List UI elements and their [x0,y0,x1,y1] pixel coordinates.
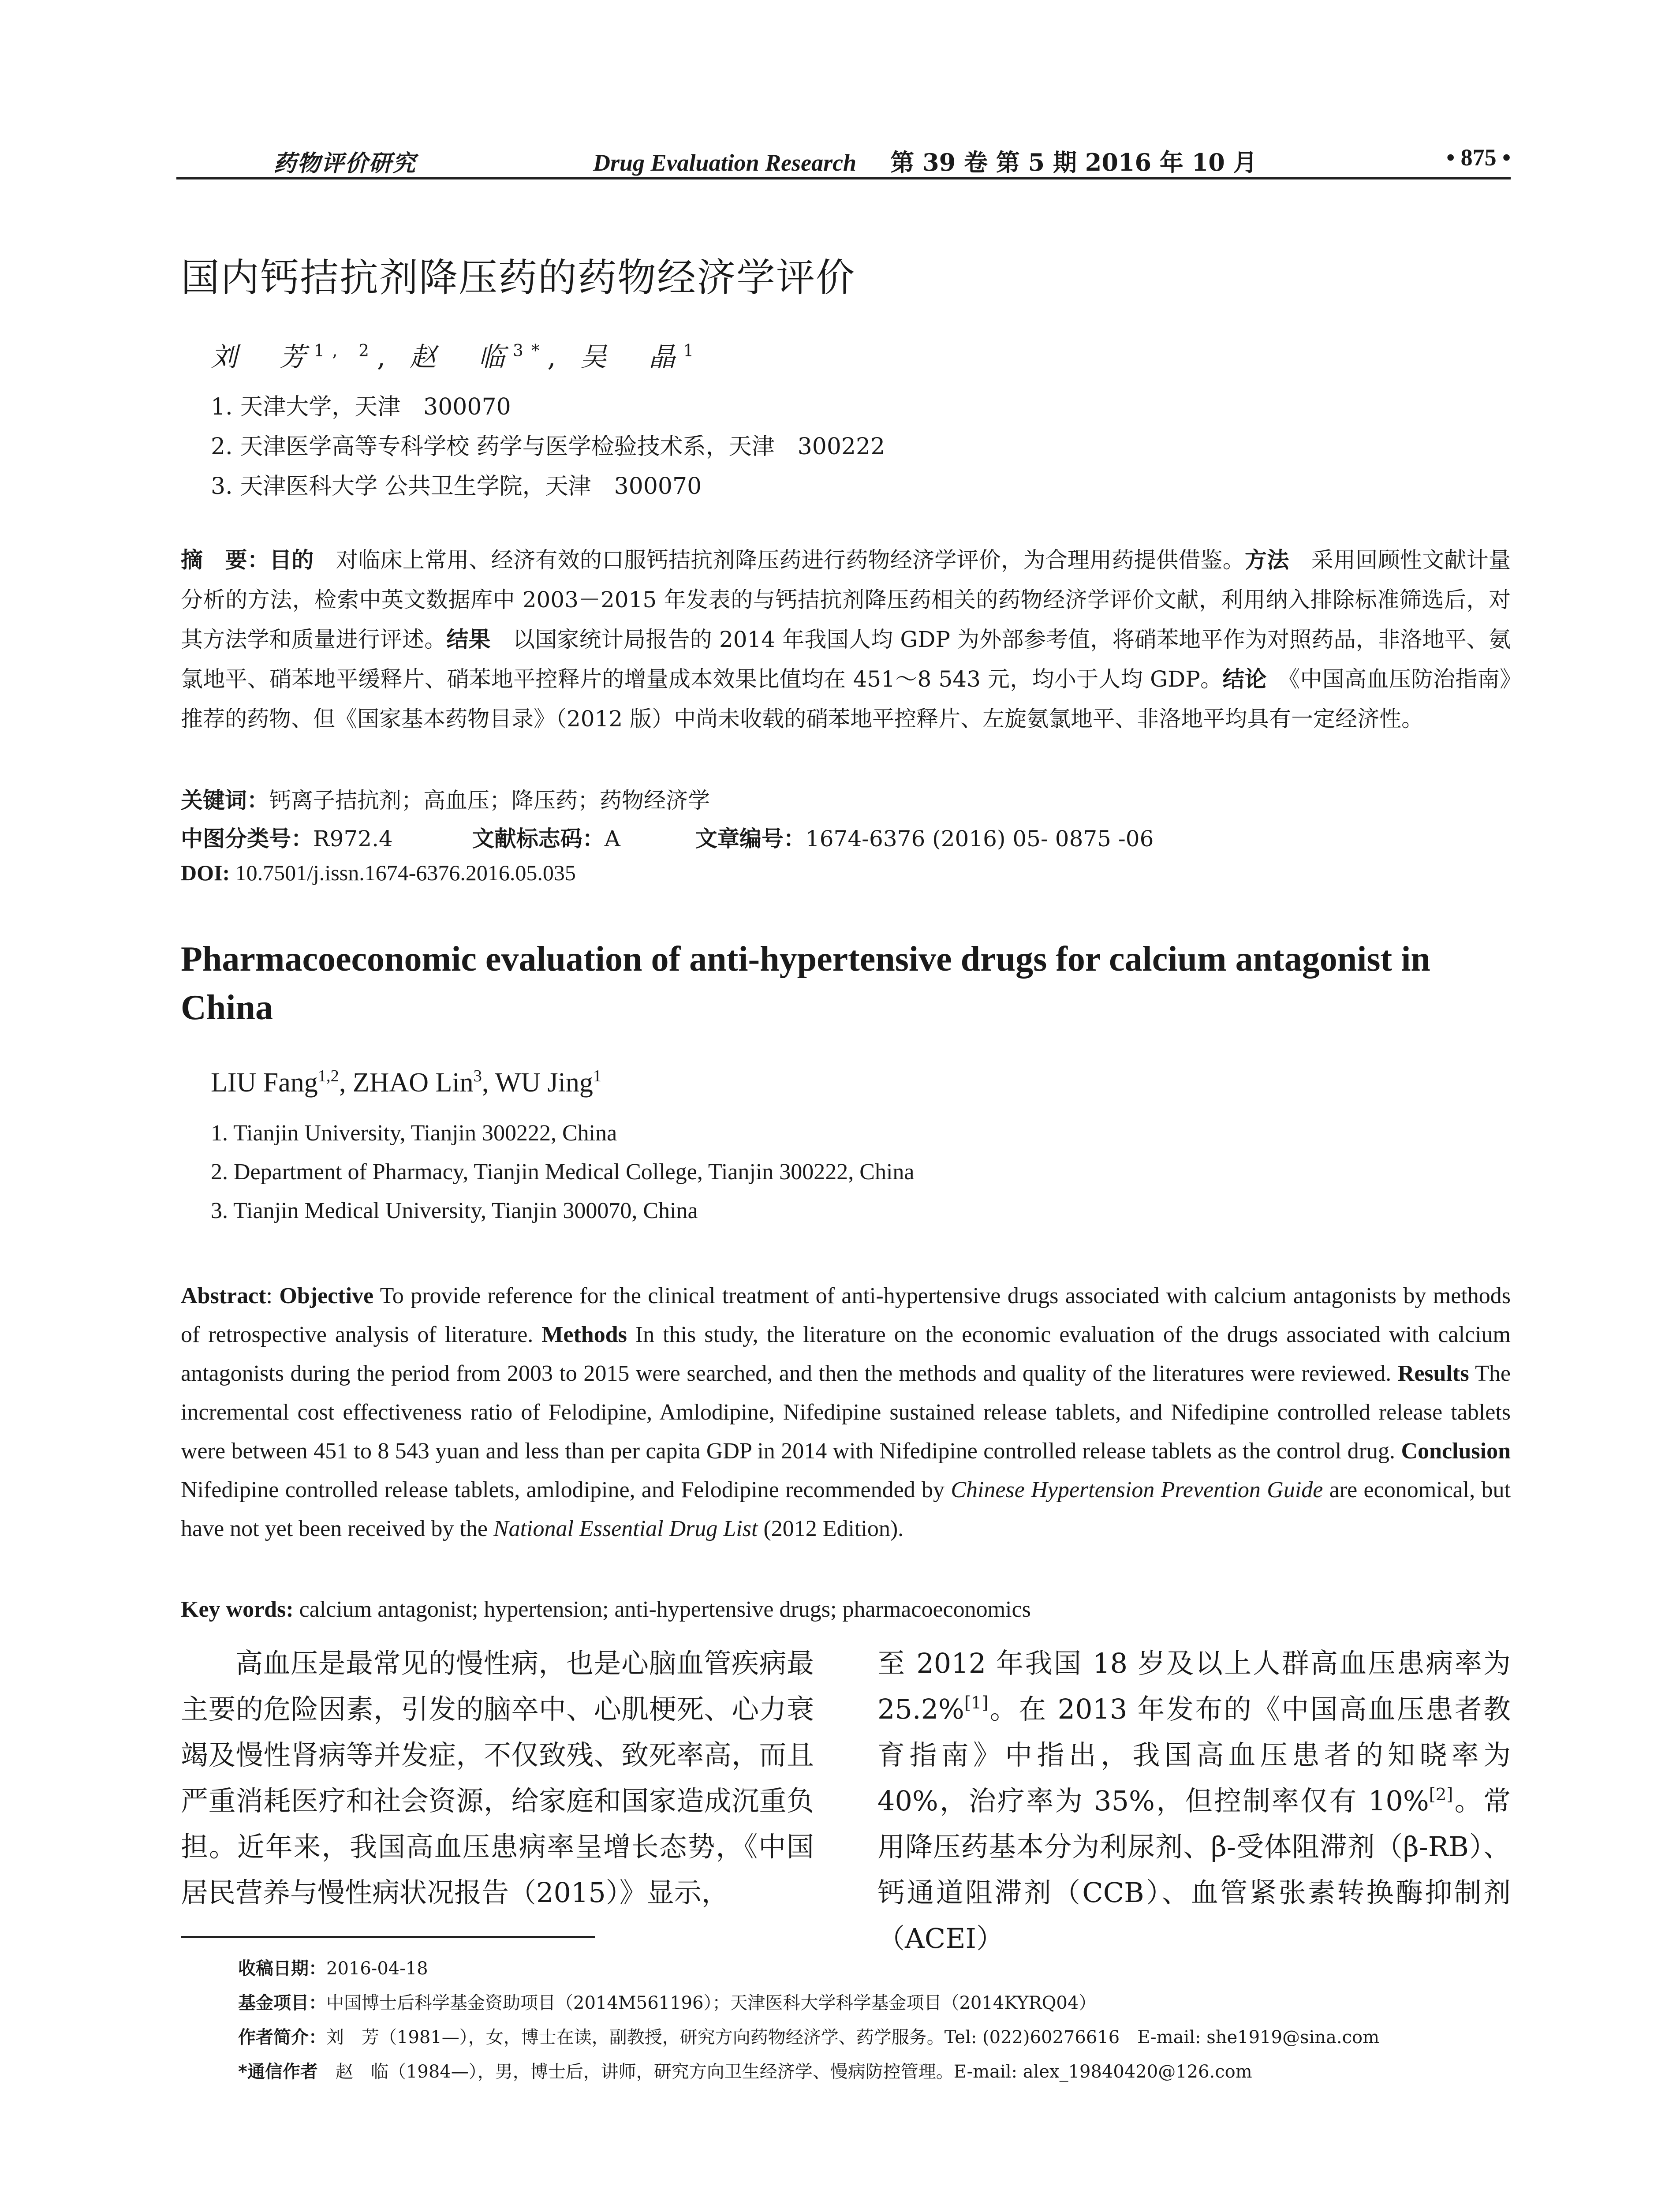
issue-info: 第 39 卷 第 5 期 2016 年 10 月 [890,148,1257,176]
en-title: Pharmacoeconomic evaluation of anti-hypertensive drugs for calcium antagonist in China [181,940,1430,1027]
cn-affiliation-1: 1. 天津大学，天津 300070 [211,394,511,420]
journal-line [593,144,1257,178]
cn-authors: 刘 芳$^{1, 2}$, 赵 临$^{3*}$, 吴 晶$^1$ [211,340,702,373]
en-authors: LIU Fang$^{1,2}$, ZHAO Lin$^3$, WU Jing$^1$ [211,1066,602,1098]
en-keywords: Key words: calcium antagonist; hypertension; anti-hypertensive drugs; pharmacoeconomics [181,1597,1031,1622]
page-number: • 875 • [1446,144,1511,171]
journal-logo: 药物评价研究 [273,150,417,177]
cn-classification: 中图分类号：R972.4 文献标志码：A 文章编号：1674-6376 (2016) 05- 0875 -06 [181,826,1154,852]
footnote-author: 作者简介：刘 芳（1981—），女，博士在读，副教授，研究方向药物经济学、药学服务。Tel: (022)60276616 E-mail: she1919@sina.com [238,2027,1380,2048]
cn-abstract: 摘 要：目的 对临床上常用、经济有效的口服钙拮抗剂降压药进行药物经济学评价，为合理用药提供借鉴。方法 采用回顾性文献计量分析的方法，检索中英文数据库中 2003－2015 年发表的与钙拮抗剂降压药相关的药物经济学评价文献，利用纳入排除标准筛选后，对其方法学和质量进行评述。结果 以国家统计局报告的 2014 年我国人均 GDP 为外部参考值，将硝苯地平作为对照药品，非洛地平、氨氯地平、硝苯地平缓释片、硝苯地平控释片的增量成本效果比值均在 451～8 543 元，均小于人均 GDP。结论 《中国高血压防治指南》推荐的药物、但《国家基本药物目录》（2012 版）中尚未收载的硝苯地平控释片、左旋氨氯地平、非洛地平均具有一定经济性。 [181,547,1511,732]
journal-english-name: Drug Evaluation Research [593,149,857,176]
en-affiliation-2: 2. Department of Pharmacy, Tianjin Medical College, Tianjin 300222, China [211,1159,915,1185]
body-right-column: 至 2012 年我国 18 岁及以上人群高血压患病率为 25.2%[1]。在 2013 年发布的《中国高血压患者教育指南》中指出，我国高血压患者的知晓率为 40%，治疗率为 35%，但控制率仅有 10%[2]。常用降压药基本分为利尿剂、β-受体阻滞剂（β-RB）、钙通道阻滞剂（CCB）、血管紧张素转换酶抑制剂（ACEI） [877,1647,1511,1955]
footnote-corresponding: *通信作者 赵 临（1984—），男，博士后，讲师，研究方向卫生经济学、慢病防控管理。E-mail: alex_19840420@126.com [238,2062,1252,2082]
footnote-fund: 基金项目：中国博士后科学基金资助项目（2014M561196）；天津医科大学科学基金项目（2014KYRQ04） [238,1993,1097,2013]
cn-title: 国内钙拮抗剂降压药的药物经济学评价 [181,255,856,300]
en-affiliation-1: 1. Tianjin University, Tianjin 300222, China [211,1121,617,1146]
footnote-rule [181,1936,595,1938]
cn-affiliation-2: 2. 天津医学高等专科学校 药学与医学检验技术系，天津 300222 [211,434,885,460]
cn-affiliation-3: 3. 天津医科大学 公共卫生学院，天津 300070 [211,473,702,500]
cn-keywords: 关键词：钙离子拮抗剂；高血压；降压药；药物经济学 [181,788,710,813]
doi: DOI: 10.7501/j.issn.1674-6376.2016.05.035 [181,860,576,885]
body-left-column: 高血压是最常见的慢性病，也是心脑血管疾病最主要的危险因素，引发的脑卒中、心肌梗死、心力衰竭及慢性肾病等并发症，不仅致残、致死率高，而且严重消耗医疗和社会资源，给家庭和国家造成沉重负担。近年来，我国高血压患病率呈增长态势，《中国居民营养与慢性病状况报告（2015）》显示， [181,1647,814,1909]
header-rule [176,177,1511,179]
footnote-received: 收稿日期：2016-04-18 [238,1958,428,1979]
en-affiliation-3: 3. Tianjin Medical University, Tianjin 300070, China [211,1198,698,1223]
en-abstract: Abstract: Objective To provide reference for the clinical treatment of anti-hypertensive drugs associated with calcium antagonists by methods of retrospective analysis of literature. Methods In this study, the literature on the economic evaluation of the drugs associated with calcium antagonists during the period from 2003 to 2015 were searched, and then the methods and quality of the literatures were reviewed. Results The incremental cost effectiveness ratio of Felodipine, Amlodipine, Nifedipine sustained release tablets, and Nifedipine controlled release tablets were between 451 to 8 543 yuan and less than per capita GDP in 2014 with Nifedipine controlled release tablets as the control drug. Conclusion Nifedipine controlled release tablets, amlodipine, and Felodipine recommended by Chinese Hypertension Prevention Guide are economical, but have not yet been received by the National Essential Drug List (2012 Edition). [181,1283,1511,1541]
